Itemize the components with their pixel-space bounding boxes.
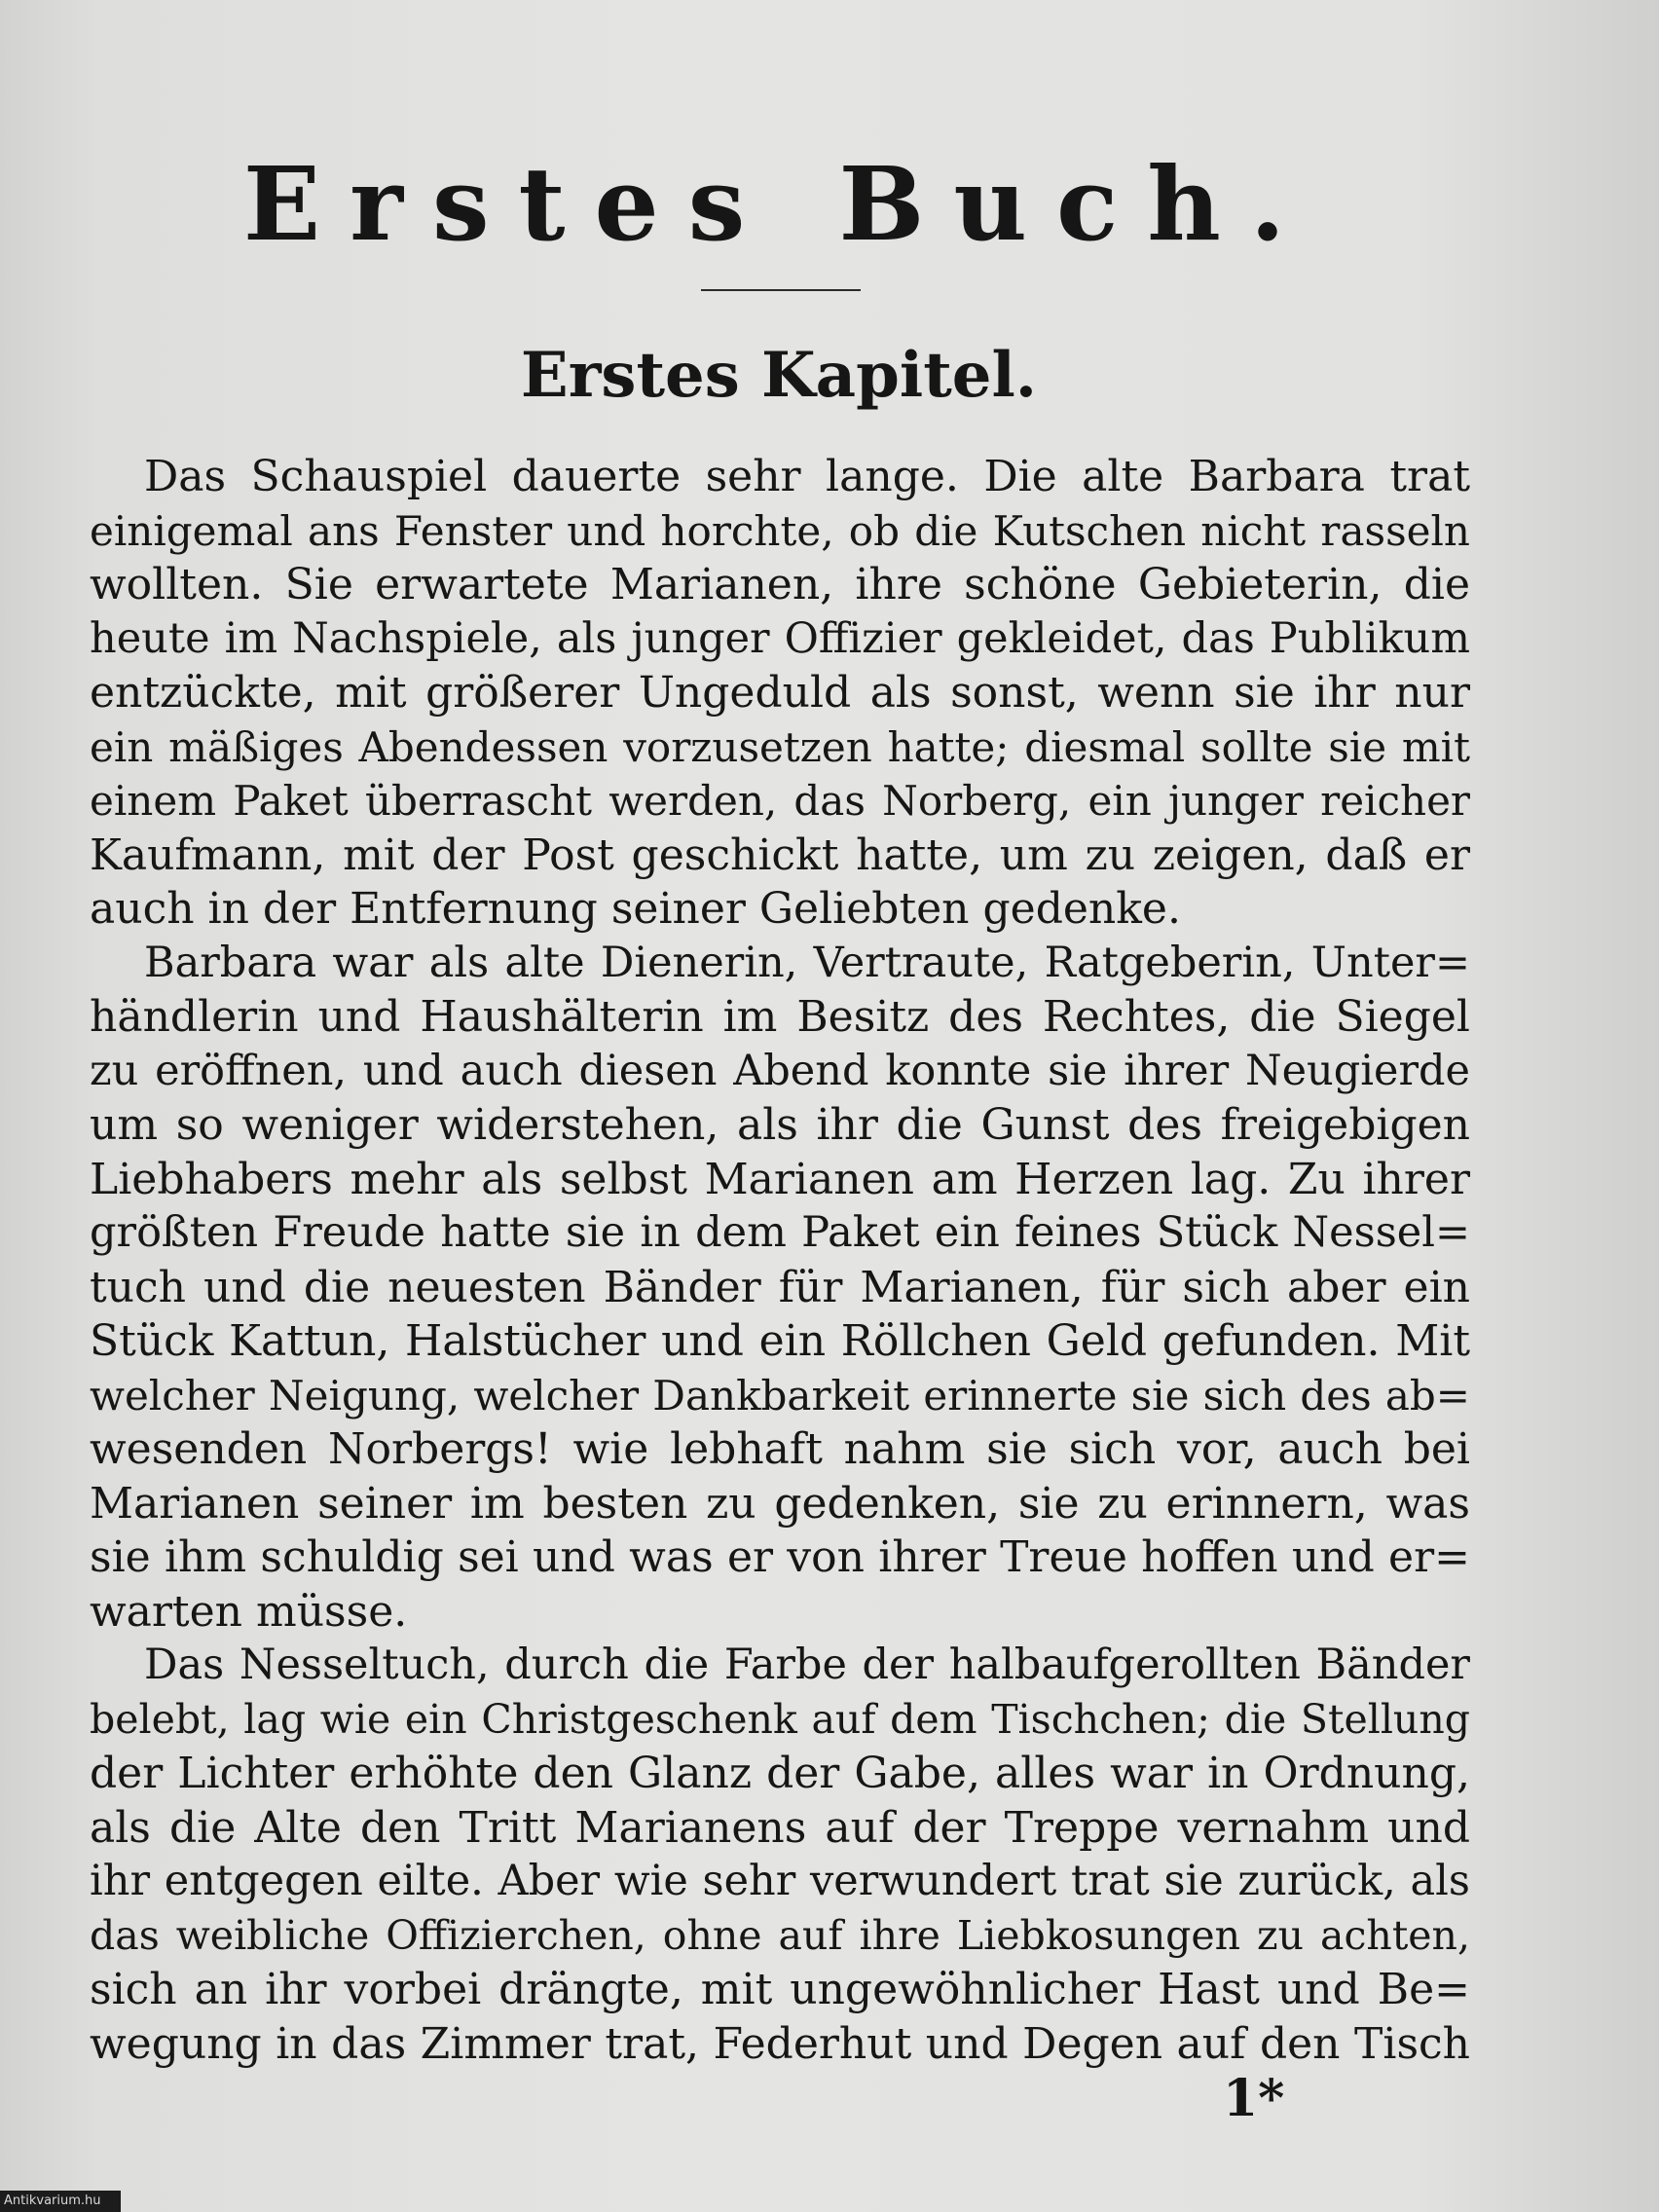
text-line: größten Freude hatte sie in dem Paket ein feines Stück Nessel=	[90, 1208, 1470, 1257]
text-line: Das Schauspiel dauerte sehr lange. Die alte Barbara trat	[144, 452, 1470, 501]
text-line: um so weniger widerstehen, als ihr die Gunst des freigebigen	[90, 1100, 1470, 1150]
text-line: händlerin und Haushälterin im Besitz des Rechtes, die Siegel	[90, 992, 1470, 1042]
text-line: Barbara war als alte Dienerin, Vertraute, Ratgeberin, Unter=	[144, 938, 1470, 987]
text-line: Liebhabers mehr als selbst Marianen am Herzen lag. Zu ihrer	[90, 1154, 1470, 1204]
book-title: Erstes Buch.	[242, 144, 1315, 264]
text-line: ein mäßiges Abendessen vorzusetzen hatte; diesmal sollte sie mit	[90, 722, 1470, 771]
text-line: sich an ihr vorbei drängte, mit ungewöhnlicher Hast und Be=	[90, 1965, 1470, 2014]
title-divider	[701, 289, 861, 291]
text-line: welcher Neigung, welcher Dankbarkeit erinnerte sie sich des ab=	[90, 1371, 1470, 1419]
text-line: Stück Kattun, Halstücher und ein Röllchen Geld gefunden. Mit	[90, 1316, 1470, 1366]
text-line: tuch und die neuesten Bänder für Marianen, für sich aber ein	[90, 1262, 1470, 1312]
text-line: Marianen seiner im besten zu gedenken, sie zu erinnern, was	[90, 1478, 1470, 1529]
text-line: Kaufmann, mit der Post geschickt hatte, um zu zeigen, daß er	[90, 830, 1470, 880]
text-line: auch in der Entfernung seiner Geliebten gedenke.	[90, 884, 1181, 934]
text-line: belebt, lag wie ein Christgeschenk auf dem Tischchen; die Stellung	[90, 1695, 1470, 1743]
text-line: wollten. Sie erwartete Marianen, ihre schöne Gebieterin, die	[90, 560, 1470, 609]
text-line: einigemal ans Fenster und horchte, ob die Kutschen nicht rasseln	[90, 506, 1470, 555]
watermark: Antikvarium.hu	[0, 2191, 121, 2212]
text-line: wesenden Norbergs! wie lebhaft nahm sie sich vor, auch bei	[90, 1424, 1470, 1474]
text-line: sie ihm schuldig sei und was er von ihrer Treue hoffen und er=	[90, 1532, 1470, 1582]
paragraph-2	[90, 937, 1470, 1640]
paragraph-3	[90, 1639, 1470, 2071]
text-line: warten müsse.	[90, 1586, 408, 1637]
chapter-title: Erstes Kapitel.	[520, 339, 1038, 412]
text-line: als die Alte den Tritt Marianens auf der Treppe vernahm und	[90, 1802, 1470, 1853]
text-line: einem Paket überrascht werden, das Norberg, ein junger reicher	[90, 777, 1470, 825]
paragraph-1	[90, 450, 1470, 937]
text-line: wegung in das Zimmer trat, Federhut und Degen auf den Tisch	[90, 2018, 1470, 2069]
text-line: Das Nesseltuch, durch die Farbe der halbaufgerollten Bänder	[144, 1641, 1470, 1689]
text-line: das weibliche Offizierchen, ohne auf ihre Liebkosungen zu achten,	[90, 1911, 1470, 1959]
text-line: entzückte, mit größerer Ungeduld als sonst, wenn sie ihr nur	[90, 668, 1470, 718]
text-line: heute im Nachspiele, als junger Offizier gekleidet, das Publikum	[90, 613, 1470, 663]
text-line: zu eröffnen, und auch diesen Abend konnte sie ihrer Neugierde	[90, 1046, 1470, 1095]
text-line: ihr entgegen eilte. Aber wie sehr verwundert trat sie zurück, als	[90, 1857, 1470, 1905]
body-text	[90, 450, 1470, 2071]
text-line: der Lichter erhöhte den Glanz der Gabe, alles war in Ordnung,	[90, 1749, 1470, 1798]
page-number: 1*	[1223, 2069, 1285, 2128]
